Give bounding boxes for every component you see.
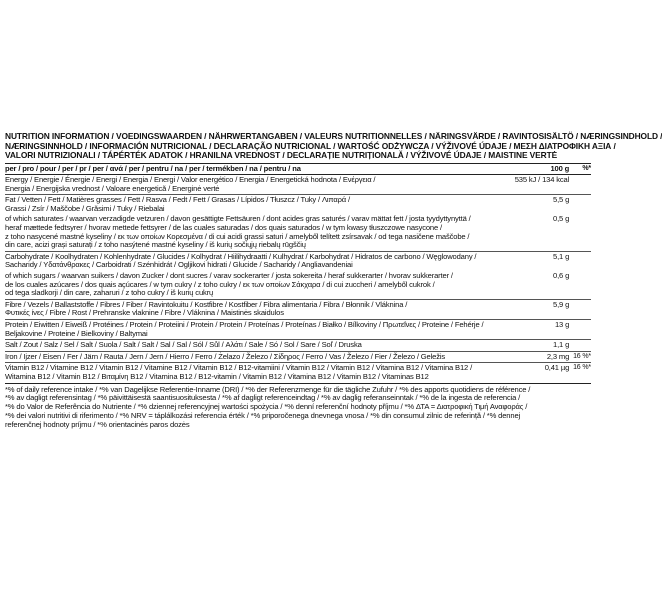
nutrient-label-line: Witamina B12 / Vitamin B12 / Βιταμίνη Β12 / Vitamina B12 / B12-vitamin / Vitamin B12 / Vitamina B12 / Vitamin B12 / Vitaminas B12 bbox=[5, 371, 429, 381]
nutrient-label bbox=[5, 176, 490, 193]
nutrient-label-line: Iron / Ijzer / Eisen / Fer / Järn / Rauta / Jern / Jern / Hierro / Ferro / Żelazo / Železo / Σίδηρος / Ferro / Vas / Železo / Fier / Železo / Geležis bbox=[5, 351, 446, 361]
nutrient-label-line: Beljakovine / Proteine / Bielkoviny / Baltymai bbox=[5, 328, 148, 338]
nutrient-value: 535 kJ / 134 kcal bbox=[514, 175, 570, 185]
header-line: VALORI NUTRIZIONALI / TÁPÉRTÉK ADATOK / HRANILNA VREDNOST / DECLARAȚIE NUTRIȚIONALĂ / VÝŽIVOVÉ ÚDAJE / MAISTINE VERTĖ bbox=[5, 150, 558, 160]
nutrient-label bbox=[5, 321, 529, 338]
nutrient-label bbox=[5, 301, 529, 318]
nutrient-value: 1,1 g bbox=[553, 340, 570, 350]
nutrient-value: 13 g bbox=[554, 320, 570, 329]
nutrient-label-line: z toho nasycené mastné kyseliny / εκ των οποίων Κορεσμένα / di cui acidi grassi saturi / amelyből telített zsírsavak / od tega nasičene maščobe / bbox=[5, 231, 470, 241]
nutrient-row bbox=[5, 252, 591, 271]
nutrient-value: 0,5 g bbox=[553, 214, 570, 224]
nutrient-label-line: de los cuales azúcares / dos quais açúcares / w tym cukry / z toho cukry / εκ των οποίων Σάκχαρα / di cui zuccheri / amelyből cukrok / bbox=[5, 279, 435, 289]
footnote-line: *% do Valor de Referência do Nutriente / *% dziennej referencyjnej wartości spożycia / *% denní referenční hodnoty příjmu / *% ΔΤΑ = Διατροφική Τιμή Αναφοράς / bbox=[5, 402, 528, 412]
nutrient-label bbox=[5, 196, 529, 213]
footnote-line: referenčnej hodnoty príjmu / *% orientacinės paros dozės bbox=[5, 419, 190, 429]
nutrient-label-line: heraf mættede fedtsyrer / hvorav mettede fettsyrer / de las cuales saturadas / dos quais saturados / w tym kwasy tłuszczowe nasycone / bbox=[5, 223, 442, 233]
nutrient-value: 5,9 g bbox=[553, 299, 570, 309]
nutrient-row bbox=[5, 320, 591, 339]
nutrient-value: 0,41 µg bbox=[544, 363, 570, 373]
nutrient-value: 5,5 g bbox=[553, 195, 570, 205]
nutrient-label bbox=[5, 353, 529, 362]
nutrient-label-line: Sacharidy / Υδατάνθρακες / Carboidrati / Szénhidrát / Ogljikovi hidrati / Glucide / Sacharidy / Angliavandeniai bbox=[5, 260, 353, 270]
header-line: NÆRINGSINNHOLD / INFORMACIÓN NUTRICIONAL / DECLARAÇÃO NUTRICIONAL / WARTOŚĆ ODŻYWCZA / VÝŽIVOVÉ ÚDAJE / ΜΕΣΗ ΔΙΑΤΡΟΦΙΚΗ ΑΞΙΑ / bbox=[5, 140, 616, 151]
nutrient-label-line: Energy / Energie / Énergie / Energi / Energia / Energi / Valor energético / Energia / Energetická hodnota / Ενέργεια / bbox=[5, 175, 376, 185]
footer-rule bbox=[5, 383, 591, 384]
nutrient-label-line: od tega sladkorji / din care, zaharuri / z toho cukry / iš kurių cukrų bbox=[5, 288, 214, 298]
nutrient-value: 2,3 mg bbox=[546, 351, 570, 361]
per-pct: %* bbox=[582, 164, 591, 172]
nutrient-label-line: Vitamin B12 / Vitamine B12 / Vitamin B12 / Vitamine B12 / Vitamin B12 / B12-vitamiini / Vitamin B12 / Vitamin B12 / Vitamina B12 / Vitamina B12 / bbox=[5, 363, 473, 373]
nutrient-label-line: din care, acizi grași saturați / z toho nasýtené mastné kyseliny / iš kurių sočiųjų riebalų rūgščių bbox=[5, 240, 306, 250]
nutrient-label-line: Carbohydrate / Koolhydraten / Kohlenhydrate / Glucides / Kolhydrat / Hiilihydraatti / Kulhydrat / Karbohydrat / Hidratos de carbono / Węglowodany / bbox=[5, 251, 477, 261]
nutrient-label-line: Fibre / Vezels / Ballaststoffe / Fibres / Fiber / Ravintokuitu / Kostfibre / Kostfiber / Fibra alimentaria / Fibra / Błonnik / Vláknina / bbox=[5, 299, 408, 309]
nutrient-label-line: Φυτικές ίνες / Fibre / Rost / Prehranske vlaknine / Fibre / Vláknina / Maistinės skaidulos bbox=[5, 308, 284, 318]
footnote bbox=[5, 386, 591, 430]
nutrient-label bbox=[5, 364, 529, 381]
per-value: 100 g bbox=[550, 163, 570, 173]
nutrient-row bbox=[5, 300, 591, 319]
footnote-line: *% dei valori nutritivi di riferimento / *% NRV = táplálkozási referencia érték / *% priporočenega dnevnega vnosa / *% din consumul zilnic de referință / *% dennej bbox=[5, 410, 521, 420]
nutrient-value: 0,6 g bbox=[553, 271, 570, 281]
nutrient-row bbox=[5, 352, 591, 363]
nutrient-label bbox=[5, 341, 529, 350]
nutrient-label-line: Fat / Vetten / Fett / Matières grasses / Fett / Rasva / Fedt / Fett / Grasas / Lípidos / Tłuszcz / Tuky / Λιπαρά / bbox=[5, 195, 350, 205]
nutrient-label bbox=[5, 215, 529, 249]
nutrient-row bbox=[5, 214, 591, 250]
nutrient-row bbox=[5, 340, 591, 351]
nutrient-pct: 16 %* bbox=[573, 352, 591, 360]
nutrient-pct: 16 %* bbox=[573, 364, 591, 372]
header-line: NUTRITION INFORMATION / VOEDINGSWAARDEN / NÄHRWERTANGABEN / VALEURS NUTRITIONNELLES / NÄRINGSVÄRDE / RAVINTOSISÄLTÖ / NÆRINGSINDHOLD / bbox=[5, 131, 662, 141]
nutrient-label-line: Salt / Zout / Salz / Sel / Salt / Suola / Salt / Salt / Sal / Sal / Sól / Sůl / Αλάτι / Sale / Só / Sol / Sare / Soľ / Druska bbox=[5, 340, 362, 350]
nutrition-panel bbox=[5, 131, 662, 430]
nutrient-label-line: Protein / Eiwitten / Eiweiß / Protéines / Protein / Proteiini / Protein / Protein / Proteínas / Proteínas / Białko / Bílkoviny / Πρωτεΐνες / Proteine / Fehérje / bbox=[5, 320, 484, 329]
nutrient-label-line: Grassi / Zsír / Maščobe / Grăsimi / Tuky / Riebalai bbox=[5, 203, 165, 213]
per-row bbox=[5, 164, 591, 175]
nutrient-row bbox=[5, 195, 591, 214]
nutrient-label-line: Energia / Energijska vrednost / Valoare energetică / Energinė vertė bbox=[5, 183, 220, 193]
nutrient-label-line: of which sugars / waarvan suikers / davon Zucker / dont sucres / varav sockerarter / josta sokereita / heraf sukkerarter / hvorav sukkerarter / bbox=[5, 271, 453, 281]
nutrient-row bbox=[5, 175, 591, 194]
per-label: per / pro / pour / per / pr / per / ανά / per / pentru / na / per / termékben / na / pentru / na bbox=[5, 163, 301, 173]
panel-header bbox=[5, 131, 662, 161]
nutrient-label bbox=[5, 272, 529, 298]
nutrient-value: 5,1 g bbox=[553, 251, 570, 261]
nutrient-label bbox=[5, 253, 529, 270]
footnote-line: *% of daily reference intake / *% van Dagelijkse Referentie-Inname (DRI) / *% der Referenzmenge für die tägliche Zufuhr / *% des apports quotidiens de référence / bbox=[5, 384, 531, 394]
nutrient-label-line: of which saturates / waarvan verzadigde vetzuren / davon gesättigte Fettsäuren / dont acides gras saturés / varav mättat fett / josta tyydyttynyttä / bbox=[5, 214, 471, 224]
footnote-line: *% av dagligt referensintag / *% päivittäisestä saantisuosituksesta / *% af dagligt referenceindtag / *% av daglig referanseinntak / *% de la ingesta de referencia / bbox=[5, 393, 521, 403]
nutrient-row bbox=[5, 271, 591, 299]
nutrient-row bbox=[5, 363, 591, 382]
nutrient-rows bbox=[5, 175, 591, 382]
